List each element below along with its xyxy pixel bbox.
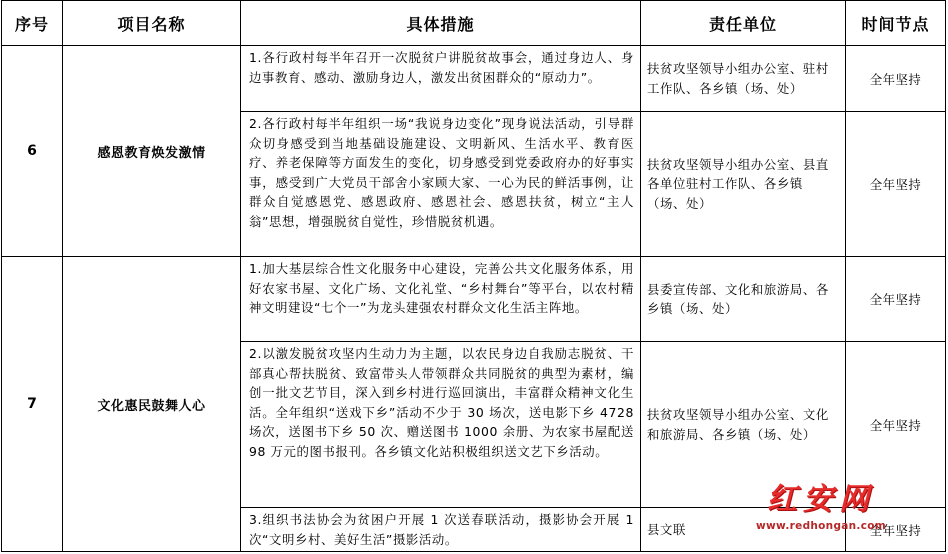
unit-cell: 扶贫攻坚领导小组办公室、文化和旅游局、各乡镇（场、处）	[641, 342, 846, 508]
time-cell: 全年坚持	[846, 342, 946, 508]
watermark-logo: 红安网	[767, 482, 876, 517]
header-unit: 责任单位	[641, 1, 846, 46]
measure-cell: 3.组织书法协会为贫困户开展 1 次送春联活动，摄影协会开展 1 次“文明乡村、美好生活”摄影活动。	[241, 508, 641, 552]
project-name-cell: 文化惠民鼓舞人心	[63, 257, 241, 552]
table-row	[2, 257, 946, 342]
header-project: 项目名称	[63, 1, 241, 46]
measure-cell: 1.各行政村每半年召开一次脱贫户讲脱贫故事会，通过身边人、身边事教育、感动、激励身边人，激发出贫困群众的“原动力”。	[241, 46, 641, 112]
measure-cell: 2.各行政村每半年组织一场“我说身边变化”现身说法活动，引导群众切身感受到当地基础设施建设、文明新风、生活水平、教育医疗、养老保障等方面发生的变化，切身感受到党委政府办的好事实事，感受到广大党员干部舍小家顾大家、一心为民的鲜活事例，让群众自觉感恩党、感恩政府、感恩社会、感恩扶贫，树立“主人翁”思想，增强脱贫自觉性，珍惜脱贫机遇。	[241, 112, 641, 257]
measure-cell: 1.加大基层综合性文化服务中心建设，完善公共文化服务体系，用好农家书屋、文化广场、文化礼堂、“乡村舞台”等平台，以农村精神文明建设“七个一”为龙头建强农村群众文化生活主阵地。	[241, 257, 641, 342]
unit-cell: 县委宣传部、文化和旅游局、各乡镇（场、处）	[641, 257, 846, 342]
measure-cell: 2.以激发脱贫攻坚内生动力为主题，以农民身边自我励志脱贫、干部真心帮扶脱贫、致富带头人带领群众共同脱贫的典型为素材，编创一批文艺节目，深入到乡村进行巡回演出，丰富群众精神文化生活。全年组织“送戏下乡”活动不少于 30 场次，送电影下乡 4728 场次，送图书下乡 50 次、赠送图书 1000 余册、为农家书屋配送 98 万元的图书报刊。各乡镇文化站积极组织送文艺下乡活动。	[241, 342, 641, 508]
time-cell: 全年坚持	[846, 508, 946, 552]
project-name-cell: 感恩教育焕发激情	[63, 46, 241, 257]
measures-table	[1, 0, 946, 552]
unit-cell: 扶贫攻坚领导小组办公室、驻村工作队、各乡镇（场、处）	[641, 46, 846, 112]
header-row	[2, 1, 946, 46]
site-watermark	[756, 474, 886, 532]
time-cell: 全年坚持	[846, 46, 946, 112]
time-cell: 全年坚持	[846, 257, 946, 342]
header-measures: 具体措施	[241, 1, 641, 46]
watermark-url: www.redhongan.com	[756, 520, 886, 532]
unit-cell: 扶贫攻坚领导小组办公室、县直各单位驻村工作队、各乡镇（场、处）	[641, 112, 846, 257]
table-row	[2, 46, 946, 112]
header-seq: 序号	[2, 1, 63, 46]
seq-cell: 6	[2, 46, 63, 257]
unit-cell: 县文联	[641, 508, 846, 552]
time-cell: 全年坚持	[846, 112, 946, 257]
header-time: 时间节点	[846, 1, 946, 46]
seq-cell: 7	[2, 257, 63, 552]
